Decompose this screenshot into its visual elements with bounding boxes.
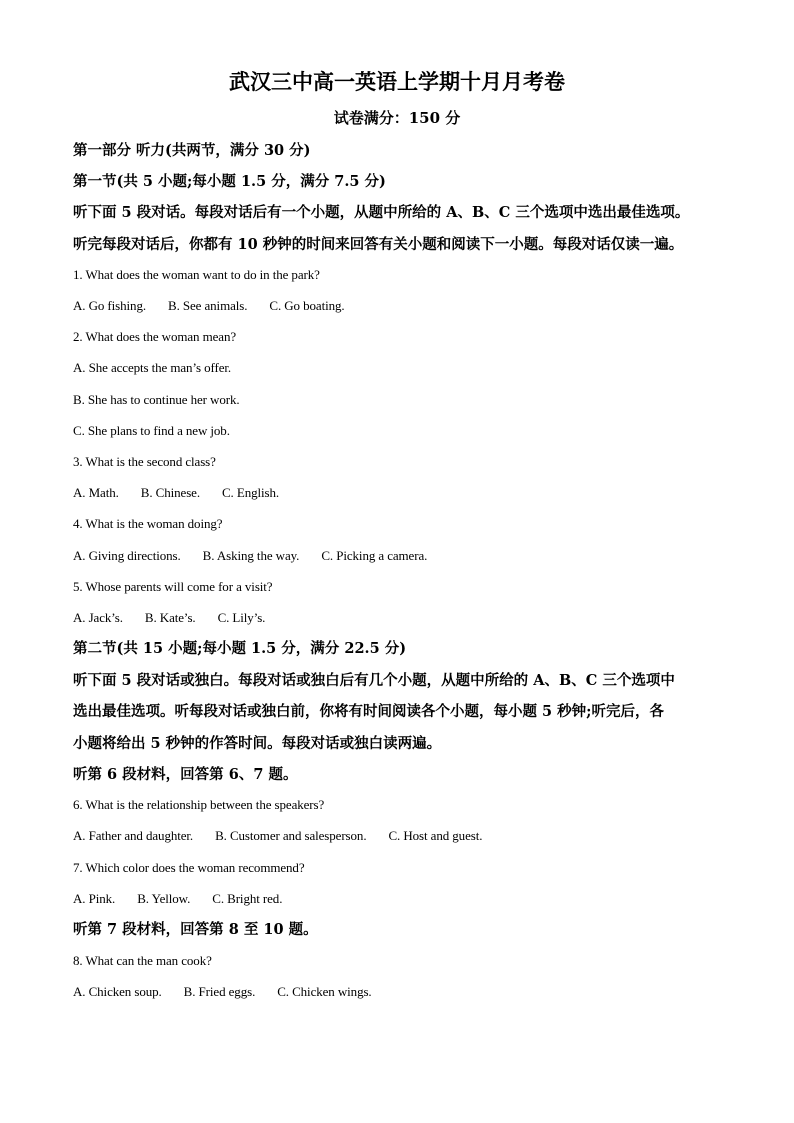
section2-instruction-line-2: 选出最佳选项。听每段对话或独白前，你将有时间阅读各个小题，每小题 5 秒钟;听完后，各	[73, 703, 665, 720]
option-b: B. Yellow.	[137, 891, 191, 906]
option-b: B. See animals.	[168, 298, 248, 313]
question-1: 1. What does the woman want to do in the park?	[73, 267, 320, 282]
section1-instruction-line-2: 听完每段对话后，你都有 10 秒钟的时间来回答有关小题和阅读下一小题。每段对话仅读一遍。	[73, 236, 684, 253]
section2-heading: 第二节(共 15 小题;每小题 1.5 分，满分 22.5 分)	[73, 640, 407, 657]
question-2: 2. What does the woman mean?	[73, 329, 237, 344]
part1-heading: 第一部分 听力(共两节，满分 30 分)	[73, 142, 311, 159]
question-7: 7. Which color does the woman recommend?	[73, 860, 305, 875]
question-6-options	[73, 827, 733, 845]
option-c: C. English.	[221, 485, 280, 500]
option-a: A. Math.	[73, 485, 119, 500]
question-3: 3. What is the second class?	[73, 454, 216, 469]
question-4-options	[73, 547, 733, 565]
option-a: A. Chicken soup.	[73, 984, 162, 999]
option-a: A. Pink.	[73, 891, 116, 906]
section2-instruction-line-3: 小题将给出 5 秒钟的作答时间。每段对话或独白读两遍。	[73, 735, 442, 752]
option-c: C. Bright red.	[212, 891, 283, 906]
question-4: 4. What is the woman doing?	[73, 516, 223, 531]
option-c: C. Chicken wings.	[277, 984, 372, 999]
question-8: 8. What can the man cook?	[73, 953, 212, 968]
section1-heading: 第一节(共 5 小题;每小题 1.5 分，满分 7.5 分)	[73, 173, 386, 190]
option-a: A. Giving directions.	[73, 548, 181, 563]
question-6: 6. What is the relationship between the speakers?	[73, 797, 325, 812]
option-b: B. Chinese.	[140, 485, 200, 500]
question-1-options	[73, 297, 733, 315]
option-a: A. Father and daughter.	[73, 828, 194, 843]
material-6-heading: 听第 6 段材料，回答第 6、7 题。	[73, 766, 298, 783]
option-b: B. Customer and salesperson.	[215, 828, 367, 843]
question-3-options	[73, 484, 733, 502]
question-2-option-a: A. She accepts the man’s offer.	[73, 360, 232, 375]
total-score: 试卷满分：150 分	[333, 109, 461, 127]
option-a: A. Jack’s.	[73, 610, 123, 625]
section1-instruction-line-1: 听下面 5 段对话。每段对话后有一个小题，从题中所给的 A、B、C 三个选项中选出最佳选项。	[73, 204, 690, 221]
question-8-options	[73, 983, 733, 1001]
question-5-options	[73, 609, 733, 627]
material-7-heading: 听第 7 段材料，回答第 8 至 10 题。	[73, 921, 318, 938]
option-c: C. Picking a camera.	[321, 548, 428, 563]
exam-title: 武汉三中高一英语上学期十月月考卷	[229, 69, 565, 94]
option-c: C. Lily’s.	[217, 610, 266, 625]
section2-instruction-line-1: 听下面 5 段对话或独白。每段对话或独白后有几个小题，从题中所给的 A、B、C 三个选项中	[73, 672, 675, 689]
option-c: C. Go boating.	[269, 298, 345, 313]
question-2-option-b: B. She has to continue her work.	[73, 392, 240, 407]
option-b: B. Fried eggs.	[183, 984, 256, 999]
option-b: B. Asking the way.	[202, 548, 300, 563]
option-b: B. Kate’s.	[144, 610, 196, 625]
option-c: C. Host and guest.	[388, 828, 483, 843]
question-2-option-c: C. She plans to find a new job.	[73, 423, 230, 438]
option-a: A. Go fishing.	[73, 298, 146, 313]
question-5: 5. Whose parents will come for a visit?	[73, 579, 273, 594]
question-7-options	[73, 890, 733, 908]
